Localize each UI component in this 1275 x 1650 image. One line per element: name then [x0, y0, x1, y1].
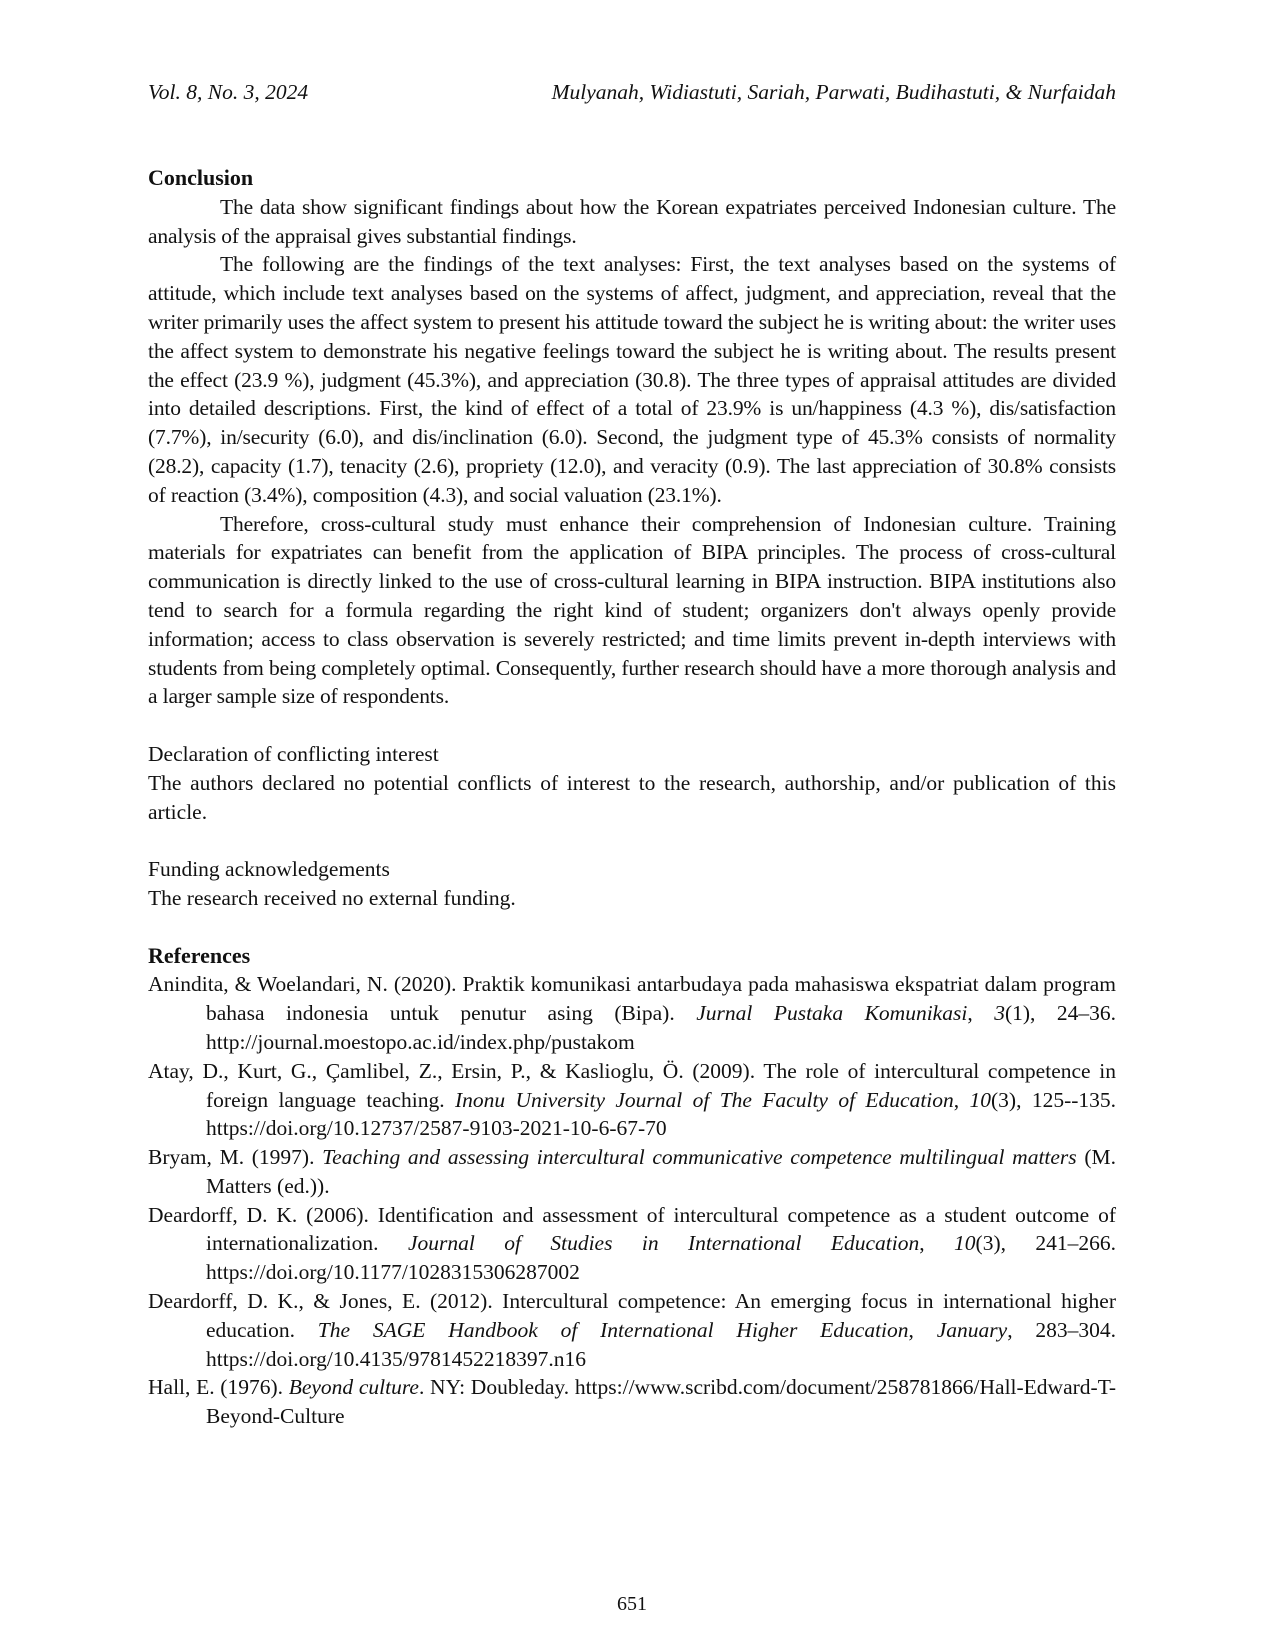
declaration-text: The authors declared no potential conflicts of interest to the research, authorship, and/or publication of this article.	[148, 770, 1116, 824]
reference-separator: ,	[953, 1087, 970, 1112]
reference-item	[148, 970, 1116, 1056]
reference-tail: (M. Matters (ed.)).	[206, 1145, 1117, 1198]
reference-text: Anindita, & Woelandari, N. (2020). Praktik komunikasi antarbudaya pada mahasiswa ekspatriat dalam program bahasa indonesia untuk penutur asing (Bipa).	[148, 972, 1116, 1026]
journal-volume: Vol. 8, No. 3, 2024	[148, 80, 309, 104]
reference-tail: (3), 125--135. https://doi.org/10.12737/2587-9103-2021-10-6-67-70	[206, 1087, 1117, 1141]
reference-volume: 10	[954, 1231, 976, 1256]
reference-text: Hall, E. (1976).	[148, 1375, 289, 1400]
spacer	[148, 826, 1116, 855]
spacer	[148, 913, 1116, 942]
conclusion-paragraph: The following are the findings of the text analyses: First, the text analyses based on the systems of attitude, which include text analyses based on the systems of affect, judgment, and appreciation, reveal that the writer primarily uses the affect system to present his attitude toward the subject he is writing about: the writer uses the affect system to demonstrate his negative feelings toward the subject he is writing about. The results present the effect (23.9 %), judgment (45.3%), and appreciation (30.8). The three types of appraisal attitudes are divided into detailed descriptions. First, the kind of effect of a total of 23.9% is un/happiness (4.3 %), dis/satisfaction (7.7%), in/security (6.0), and dis/inclination (6.0). Second, the judgment type of 45.3% consists of normality (28.2), capacity (1.7), tenacity (2.6), propriety (12.0), and veracity (0.9). The last appreciation of 30.8% consists of reaction (3.4%), composition (4.3), and social valuation (23.1%).	[148, 252, 1116, 507]
author-list: Mulyanah, Widiastuti, Sariah, Parwati, Budihastuti, & Nurfaidah	[551, 80, 1116, 104]
reference-item	[148, 1057, 1116, 1143]
reference-tail: (3), 241–266. https://doi.org/10.1177/1028315306287002	[206, 1231, 1117, 1285]
reference-volume: 10	[969, 1087, 992, 1112]
conclusion-paragraph: Therefore, cross-cultural study must enhance their comprehension of Indonesian culture. Training materials for expatriates can benefit from the application of BIPA principles. The process of cross-cultural communication is directly linked to the use of cross-cultural learning in BIPA instruction. BIPA institutions also tend to search for a formula regarding the right kind of student; organizers don't always openly provide information; access to class observation is severely restricted; and time limits prevent in-depth interviews with students from being completely optimal. Consequently, further research should have a more thorough analysis and a larger sample size of respondents.	[148, 511, 1116, 709]
funding-heading: Funding acknowledgements	[148, 857, 390, 882]
spacer	[148, 711, 1116, 740]
reference-book-title: The SAGE Handbook of International Higher Education	[317, 1317, 909, 1342]
references-heading: References	[148, 942, 251, 968]
reference-separator: ,	[908, 1317, 937, 1342]
declaration-heading: Declaration of conflicting interest	[148, 741, 439, 766]
page-number: 651	[617, 1593, 647, 1615]
reference-tail: . NY: Doubleday. https://www.scribd.com/document/258781866/Hall-Edward-T-Beyond-Culture	[206, 1375, 1117, 1429]
conclusion-paragraph: The data show significant findings about how the Korean expatriates perceived Indonesian culture. The analysis of the appraisal gives substantial findings.	[148, 194, 1116, 248]
reference-item	[148, 1287, 1116, 1373]
reference-issue: January	[936, 1317, 1008, 1342]
reference-list	[148, 970, 1116, 1431]
conclusion-heading: Conclusion	[148, 165, 254, 190]
reference-text: Deardorff, D. K. (2006). Identification and assessment of intercultural competence as a student outcome of internationalization.	[148, 1202, 1116, 1256]
reference-volume: 3	[994, 1001, 1005, 1026]
reference-text: Bryam, M. (1997).	[148, 1145, 323, 1170]
running-header	[148, 78, 1116, 106]
reference-item	[148, 1373, 1116, 1431]
reference-journal: Inonu University Journal of The Faculty of Education	[454, 1087, 954, 1112]
reference-text: Deardorff, D. K., & Jones, E. (2012). Intercultural competence: An emerging focus in international higher education.	[148, 1289, 1116, 1342]
reference-separator: ,	[919, 1231, 955, 1256]
reference-text: Atay, D., Kurt, G., Çamlibel, Z., Ersin, P., & Kaslioglu, Ö. (2009). The role of intercultural competence in foreign language teaching.	[148, 1058, 1116, 1112]
reference-tail: , 283–304. https://doi.org/10.4135/9781452218397.n16	[206, 1317, 1117, 1371]
reference-tail: (1), 24–36. http://journal.moestopo.ac.id/index.php/pustakom	[206, 1001, 1117, 1054]
reference-item	[148, 1143, 1116, 1201]
reference-journal: Journal of Studies in International Education	[407, 1231, 920, 1256]
reference-journal: Jurnal Pustaka Komunikasi	[696, 1001, 968, 1026]
paper-page	[148, 78, 1116, 1618]
reference-separator: ,	[967, 1001, 995, 1026]
funding-text: The research received no external funding.	[148, 885, 516, 910]
reference-book-title: Teaching and assessing intercultural communicative competence multilingual matters	[322, 1145, 1077, 1170]
reference-item	[148, 1201, 1116, 1287]
reference-book-title: Beyond culture	[288, 1375, 419, 1400]
